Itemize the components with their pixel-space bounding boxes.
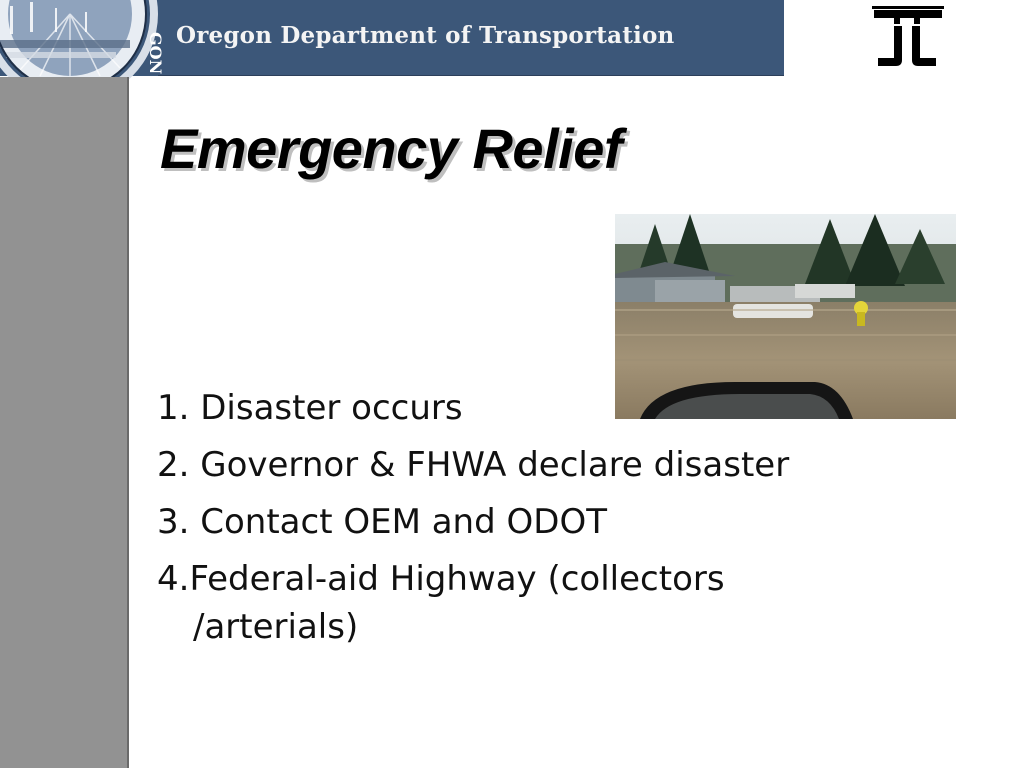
seal-text: GON (146, 32, 165, 75)
agency-name: Oregon Department of Transportation (176, 22, 675, 49)
bullet-item: 1. Disaster occurs (157, 388, 463, 428)
slide-title: Emergency Relief (160, 117, 622, 180)
odot-logo-icon (870, 4, 946, 70)
bullet-item: 4.Federal-aid Highway (collectors /arterials) (157, 559, 725, 647)
left-side-bar (0, 77, 129, 768)
header-banner (0, 0, 784, 76)
state-seal-icon (0, 0, 165, 76)
bullet-item: 3. Contact OEM and ODOT (157, 502, 607, 542)
bullet-list (157, 384, 877, 660)
bullet-item: 2. Governor & FHWA declare disaster (157, 445, 790, 485)
